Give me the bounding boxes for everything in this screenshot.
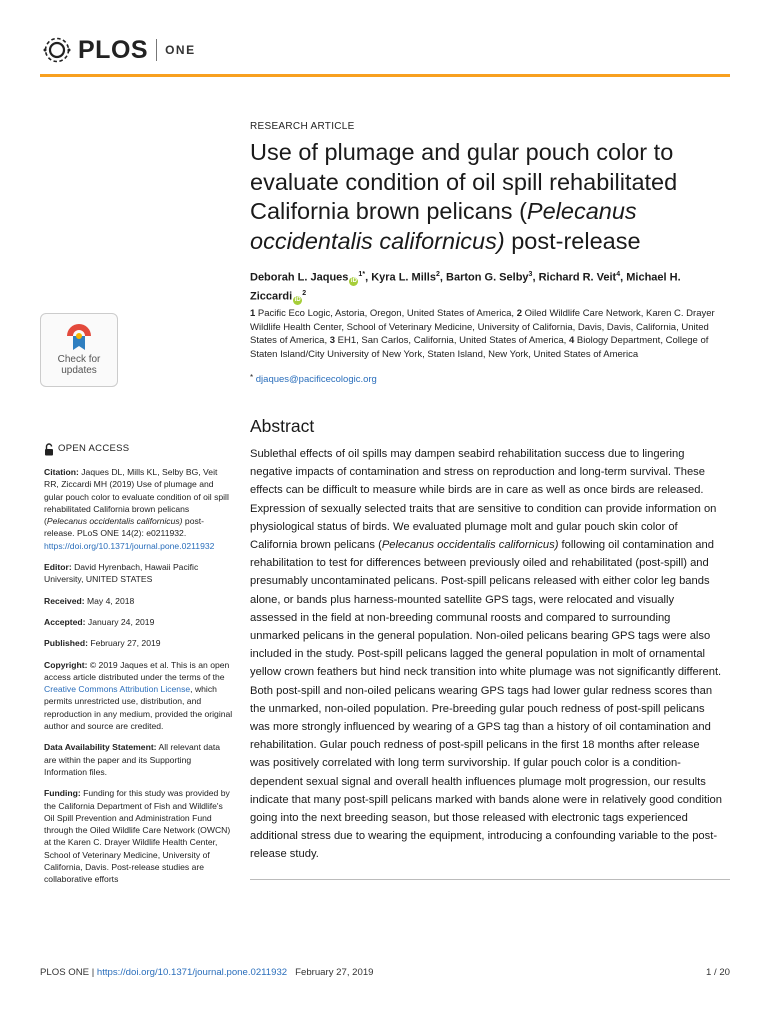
header-accent-bar [40, 74, 730, 77]
affiliations [250, 307, 730, 361]
copyright-block [44, 659, 234, 733]
journal-name: ONE [165, 43, 196, 57]
author-name[interactable]: Kyra L. Mills [371, 271, 436, 284]
published-block [44, 637, 234, 649]
abstract-text: Sublethal effects of oil spills may dampen seabird rehabilitation success due to lingering negative impacts of contamination and stress on reproduction and long-term survival. These effects can be difficult to measure while birds are in care as well as once birds are released. Expression of sexually selected traits that are sensitive to condition can provide information on physiological status of birds. We evaluated plumage molt and gular pouch skin color of California brown pelicans ( [250, 448, 717, 552]
open-access-text: OPEN ACCESS [58, 443, 130, 455]
orcid-icon[interactable]: iD [294, 296, 301, 303]
data-availability-text: All relevant data are within the paper and its Supporting Information files. [44, 742, 221, 777]
copyright-text: © 2019 Jaques et al. This is an open access article distributed under the terms of the [44, 659, 230, 682]
accepted-date: January 24, 2019 [85, 616, 155, 627]
correspondence-email[interactable]: djaques@pacificecologic.org [253, 374, 377, 385]
title-text: Use of plumage and gular pouch color to evaluate condition of oil spill rehabilitated California brown pelicans ( [250, 139, 678, 224]
orcid-icon[interactable]: iD [350, 277, 357, 284]
author-affiliation-ref: 4 [616, 271, 621, 278]
copyright-text-end: , which permits unrestricted use, distribution, and reproduction in any medium, provided the original author and source are credited. [44, 684, 233, 732]
affiliation-text: EH1, San Carlos, California, United States of America, [335, 335, 569, 346]
abstract-body [250, 445, 722, 864]
published-date: February 27, 2019 [87, 638, 161, 649]
affiliation-text: Pacific Eco Logic, Astoria, Oregon, United States of America, [255, 308, 517, 319]
received-block [44, 595, 234, 607]
author-name[interactable]: Michael H. Ziccardi [250, 271, 681, 303]
affiliation-number: 4 [568, 335, 575, 346]
citation-text-end: post-release. PLoS ONE 14(2): e0211932. [44, 516, 205, 539]
author-list: Deborah L. Jaques $iD^{1*}$, Kyra L. Mills$^2$, Barton G. Selby$^3$, Richard R. Veit$^4$, Michael H. Ziccardi $iD^2$ [250, 271, 681, 303]
funding-text: Funding for this study was provided by the California Department of Fish and Wildlife's Oil Spill Prevention and Administration Fund through the Oiled Wildlife Care Network (OWCN) at the Karen C. Drayer Wildlife Health Center, School of Veterinary Medicine, University of California, Davis. Post-release studies are collaborative efforts [44, 788, 231, 885]
editor-label: Editor: [44, 562, 72, 573]
footer-doi-link[interactable]: https://doi.org/10.1371/journal.pone.0211932 [96, 967, 288, 978]
author-affiliation-ref: 2 [435, 271, 440, 278]
correspondence [250, 373, 377, 385]
footer-date: February 27, 2019 [287, 967, 374, 978]
copyright-label: Copyright: [44, 659, 88, 670]
plos-emblem-icon [40, 35, 74, 65]
affiliation-number: 1 [250, 308, 256, 319]
data-availability-label: Data Availability Statement: [44, 742, 157, 753]
logo-separator [156, 39, 157, 61]
funding-block [44, 787, 234, 885]
corresponding-mark: * [362, 271, 366, 278]
check-for-updates-badge[interactable] [40, 313, 118, 387]
funding-label: Funding: [44, 788, 81, 799]
page-footer [40, 967, 374, 978]
citation-doi-link[interactable]: https://doi.org/10.1371/journal.pone.0211932 [44, 540, 215, 551]
correspondence-star: * [250, 373, 254, 382]
brand-name: PLOS [78, 35, 149, 64]
crossmark-icon [63, 320, 95, 352]
accepted-block [44, 616, 234, 628]
author-affiliation-ref: 2 [302, 290, 307, 298]
abstract-text-end: following oil contamination and rehabilitation to test for differences between previously oiled and rehabilitated (post-spill) and presumably uncontaminated pelicans. Post-spill pelicans released with either color leg bands alone, or bands plus harness-mounted satellite GPS tags, were relocated and visually assessed in the field at non-breeding communal roosts and compared to surrounding unmarked pelicans in the general population. Non-oiled pelicans bearing GPS tags were also included in the study. Post-spill pelicans lagged the general population in molt of ornamental yellow crown feathers but hind neck transition into white plumage was not significantly different. Both post-spill and non-oiled pelicans wearing GPS tags had lower gular redness scores than the unmarked, non-oiled population. Pre-breeding gular pouch redness of post-spill pelicans was more strongly influenced by wearing of a GPS tag than a history of oil contamination and rehabilitation. Gular pouch redness of post-spill pelicans in the first 18 months after release was positively correlated with long term survivorship. If gular pouch color is a condition-dependent sexual signal and overall health influences plumage molt progression, our results indicate that many post-spill pelicans marked with bands alone were in relatively good condition going into the next breeding season, but those released with electronic tags experienced additional stress due to wearing the equipment, introducing a confounding variable to the post-release study. [250, 539, 722, 861]
affiliation-text: Biology Department, College of Staten Island/City University of New York, Staten Island, New York, United States of America [250, 335, 709, 360]
data-availability-block [44, 741, 234, 778]
abstract-divider [250, 879, 730, 880]
published-label: Published: [44, 638, 88, 649]
editor-block [44, 561, 234, 586]
abstract-species: Pelecanus occidentalis californicus) [381, 539, 559, 552]
page-number: 1 / 20 [705, 967, 730, 978]
badge-line-1: Check for [57, 354, 101, 365]
license-link[interactable]: Creative Commons Attribution License [44, 684, 191, 695]
badge-line-2: updates [61, 365, 97, 376]
article-title [250, 138, 730, 256]
title-text-end: post-release [504, 227, 641, 254]
article-info-sidebar [44, 443, 234, 895]
author-name[interactable]: Richard R. Veit [538, 271, 617, 284]
citation-block [44, 466, 234, 552]
plos-one-logo [40, 32, 196, 68]
received-date: May 4, 2018 [84, 595, 135, 606]
title-species: Pelecanus occidentalis californicus) [250, 198, 637, 254]
badge-label [41, 354, 117, 376]
affiliation-number: 2 [516, 308, 522, 319]
accepted-label: Accepted: [44, 616, 86, 627]
citation-label: Citation: [44, 467, 79, 477]
abstract-heading: Abstract [250, 416, 315, 436]
affiliation-text: Oiled Wildlife Care Network, Karen C. Drayer Wildlife Health Center, School of Veterinary Medicine, University of California, Davis, Davis, California, United States of America, [250, 308, 715, 346]
received-label: Received: [44, 595, 85, 606]
citation-species: Pelecanus occidentalis californicus) [46, 516, 183, 527]
footer-journal: PLOS ONE | [40, 967, 97, 978]
open-lock-icon [44, 443, 54, 456]
author-name[interactable]: Deborah L. Jaques [250, 271, 349, 284]
editor-text: David Hyrenbach, Hawaii Pacific University, UNITED STATES [44, 562, 199, 585]
citation-text: Jaques DL, Mills KL, Selby BG, Veit RR, Ziccardi MH (2019) Use of plumage and gular pouch color to evaluate condition of oil spill rehabilitated California brown pelicans ( [44, 467, 229, 527]
open-access-label [44, 443, 234, 456]
article-type: RESEARCH ARTICLE [250, 121, 355, 132]
author-name[interactable]: Barton G. Selby [446, 271, 529, 284]
author-affiliation-ref: 1 [358, 271, 363, 278]
affiliation-number: 3 [329, 335, 336, 346]
author-affiliation-ref: 3 [528, 271, 533, 278]
